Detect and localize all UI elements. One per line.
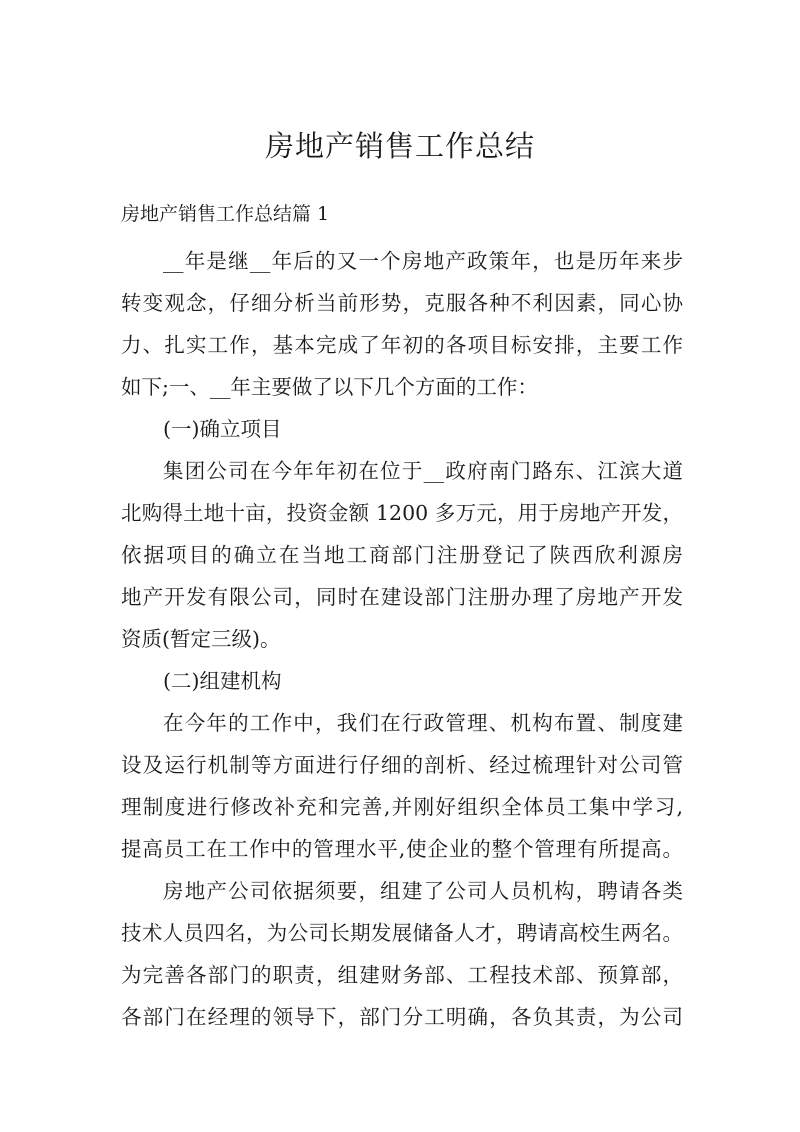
body-line: 技术人员四名，为公司长期发展储备人才，聘请高校生两名。: [121, 921, 683, 945]
document-title: 房地产销售工作总结: [264, 129, 535, 163]
body-line: 转变观念，仔细分析当前形势，克服各种不利因素，同心协: [121, 291, 683, 315]
body-line: 设及运行机制等方面进行仔细的剖析、经过梳理针对公司管: [121, 753, 683, 777]
body-line: 为完善各部门的职责，组建财务部、工程技术部、预算部，: [121, 963, 683, 987]
body-line: 地产开发有限公司，同时在建设部门注册办理了房地产开发: [121, 585, 683, 609]
body-line: 各部门在经理的领导下，部门分工明确，各负其责，为公司: [121, 1005, 683, 1029]
body-line: __年是继__年后的又一个房地产政策年，也是历年来步: [163, 249, 683, 273]
body-line: (二)组建机构: [163, 669, 282, 693]
body-line: 在今年的工作中，我们在行政管理、机构布置、制度建: [163, 711, 683, 735]
document-body: [121, 240, 683, 1038]
body-line: 理制度进行修改补充和完善,并刚好组织全体员工集中学习,: [121, 795, 683, 819]
body-line: 力、扎实工作，基本完成了年初的各项目标安排，主要工作: [121, 333, 683, 357]
body-line: 资质(暂定三级)。: [121, 627, 281, 651]
body-line: 房地产公司依据须要，组建了公司人员机构，聘请各类: [163, 879, 683, 903]
body-line: 提高员工在工作中的管理水平,使企业的整个管理有所提高。: [121, 837, 683, 861]
body-line: 北购得土地十亩，投资金额 1200 多万元，用于房地产开发，: [121, 501, 683, 525]
body-line: 集团公司在今年年初在位于__政府南门路东、江滨大道: [163, 459, 683, 483]
body-line: 如下;一、__年主要做了以下几个方面的工作：: [121, 375, 538, 399]
document-subtitle: 房地产销售工作总结篇 1: [121, 203, 330, 225]
body-line: 依据项目的确立在当地工商部门注册登记了陕西欣利源房: [121, 543, 683, 567]
body-line: (一)确立项目: [163, 417, 282, 441]
